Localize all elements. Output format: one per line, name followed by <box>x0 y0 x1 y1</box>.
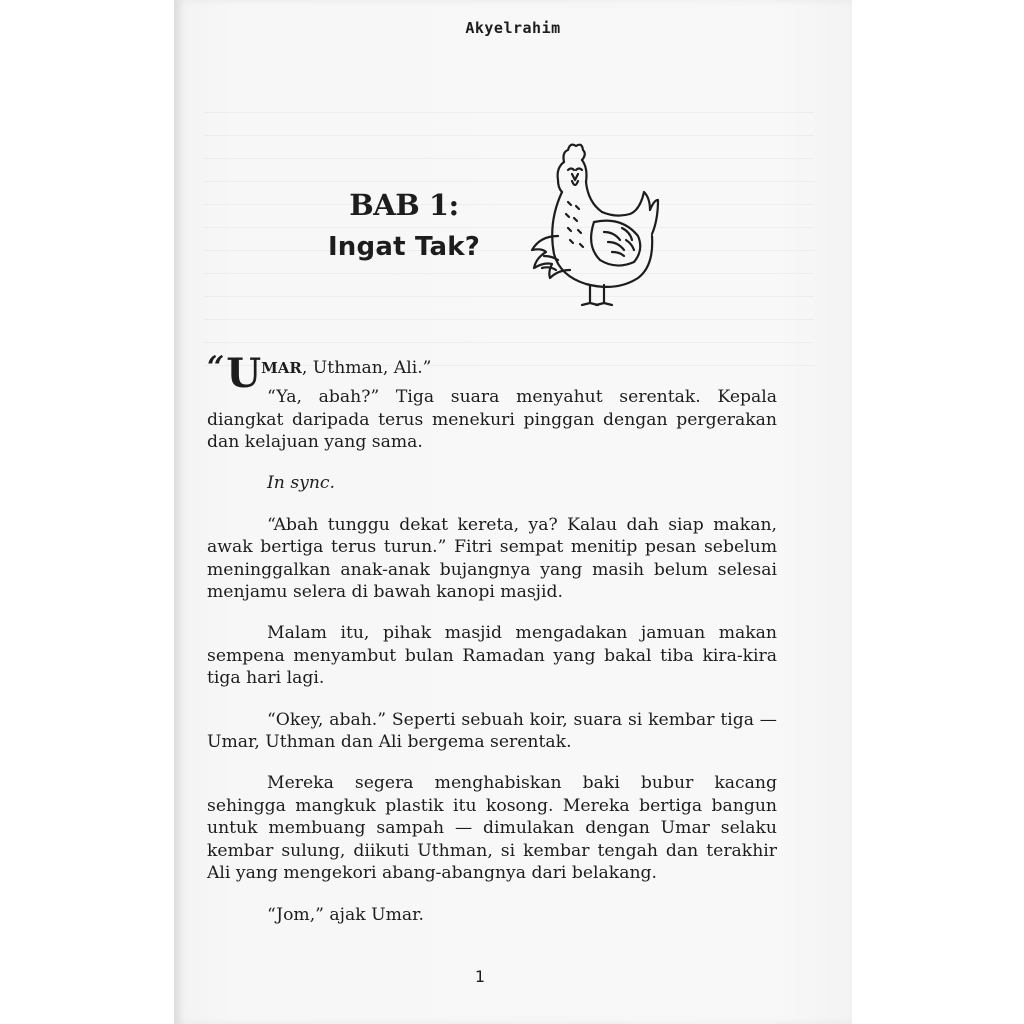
paragraph-6: Mereka segera menghabiskan baki bubur kacang sehingga mangkuk plastik itu kosong. Mereka bertiga bangun untuk membuang sampah — dimulakan dengan Umar selaku kembar sulung, diikuti Uthman, si kembar tengah dan terakhir Ali yang mengekori abang-abangnya dari belakang. <box>207 773 777 884</box>
paragraph-5: “Okey, abah.” Seperti sebuah koir, suara si kembar tiga — Umar, Uthman dan Ali bergema serentak. <box>207 709 777 753</box>
paragraph-1: “Ya, abah?” Tiga suara menyahut serentak. Kepala diangkat daripada terus menekuri pinggan dengan pergerakan dan kelajuan yang sama. <box>207 387 777 452</box>
paragraph-2: In sync. <box>267 473 336 494</box>
paragraph-4: Malam itu, pihak masjid mengadakan jamuan makan sempena menyambut bulan Ramadan yang bakal tiba kira-kira tiga hari lagi. <box>207 623 777 689</box>
first-line-text: , Uthman, Ali.” <box>301 358 432 378</box>
opening-paragraph <box>207 350 777 397</box>
drop-cap: U <box>226 350 262 397</box>
chapter-body <box>207 350 777 945</box>
show-through-text <box>204 90 814 370</box>
chapter-title: Ingat Tak? <box>327 232 481 262</box>
first-word-smallcaps: MAR <box>261 359 302 377</box>
running-header-author: Akyelrahim <box>465 19 561 37</box>
book-page <box>174 0 852 1024</box>
page-number: 1 <box>474 967 486 986</box>
chicken-icon <box>522 140 662 312</box>
paragraph-7: “Jom,” ajak Umar. <box>267 904 424 925</box>
chapter-heading <box>324 188 484 262</box>
opening-quote-mark: “ <box>207 350 225 385</box>
chapter-number: BAB 1: <box>349 188 459 222</box>
paragraph-3: “Abah tunggu dekat kereta, ya? Kalau dah siap makan, awak bertiga terus turun.” Fitri sempat menitip pesan sebelum meninggalkan anak-anak bujangnya yang masih belum selesai menjamu selera di bawah kanopi masjid. <box>207 514 777 603</box>
